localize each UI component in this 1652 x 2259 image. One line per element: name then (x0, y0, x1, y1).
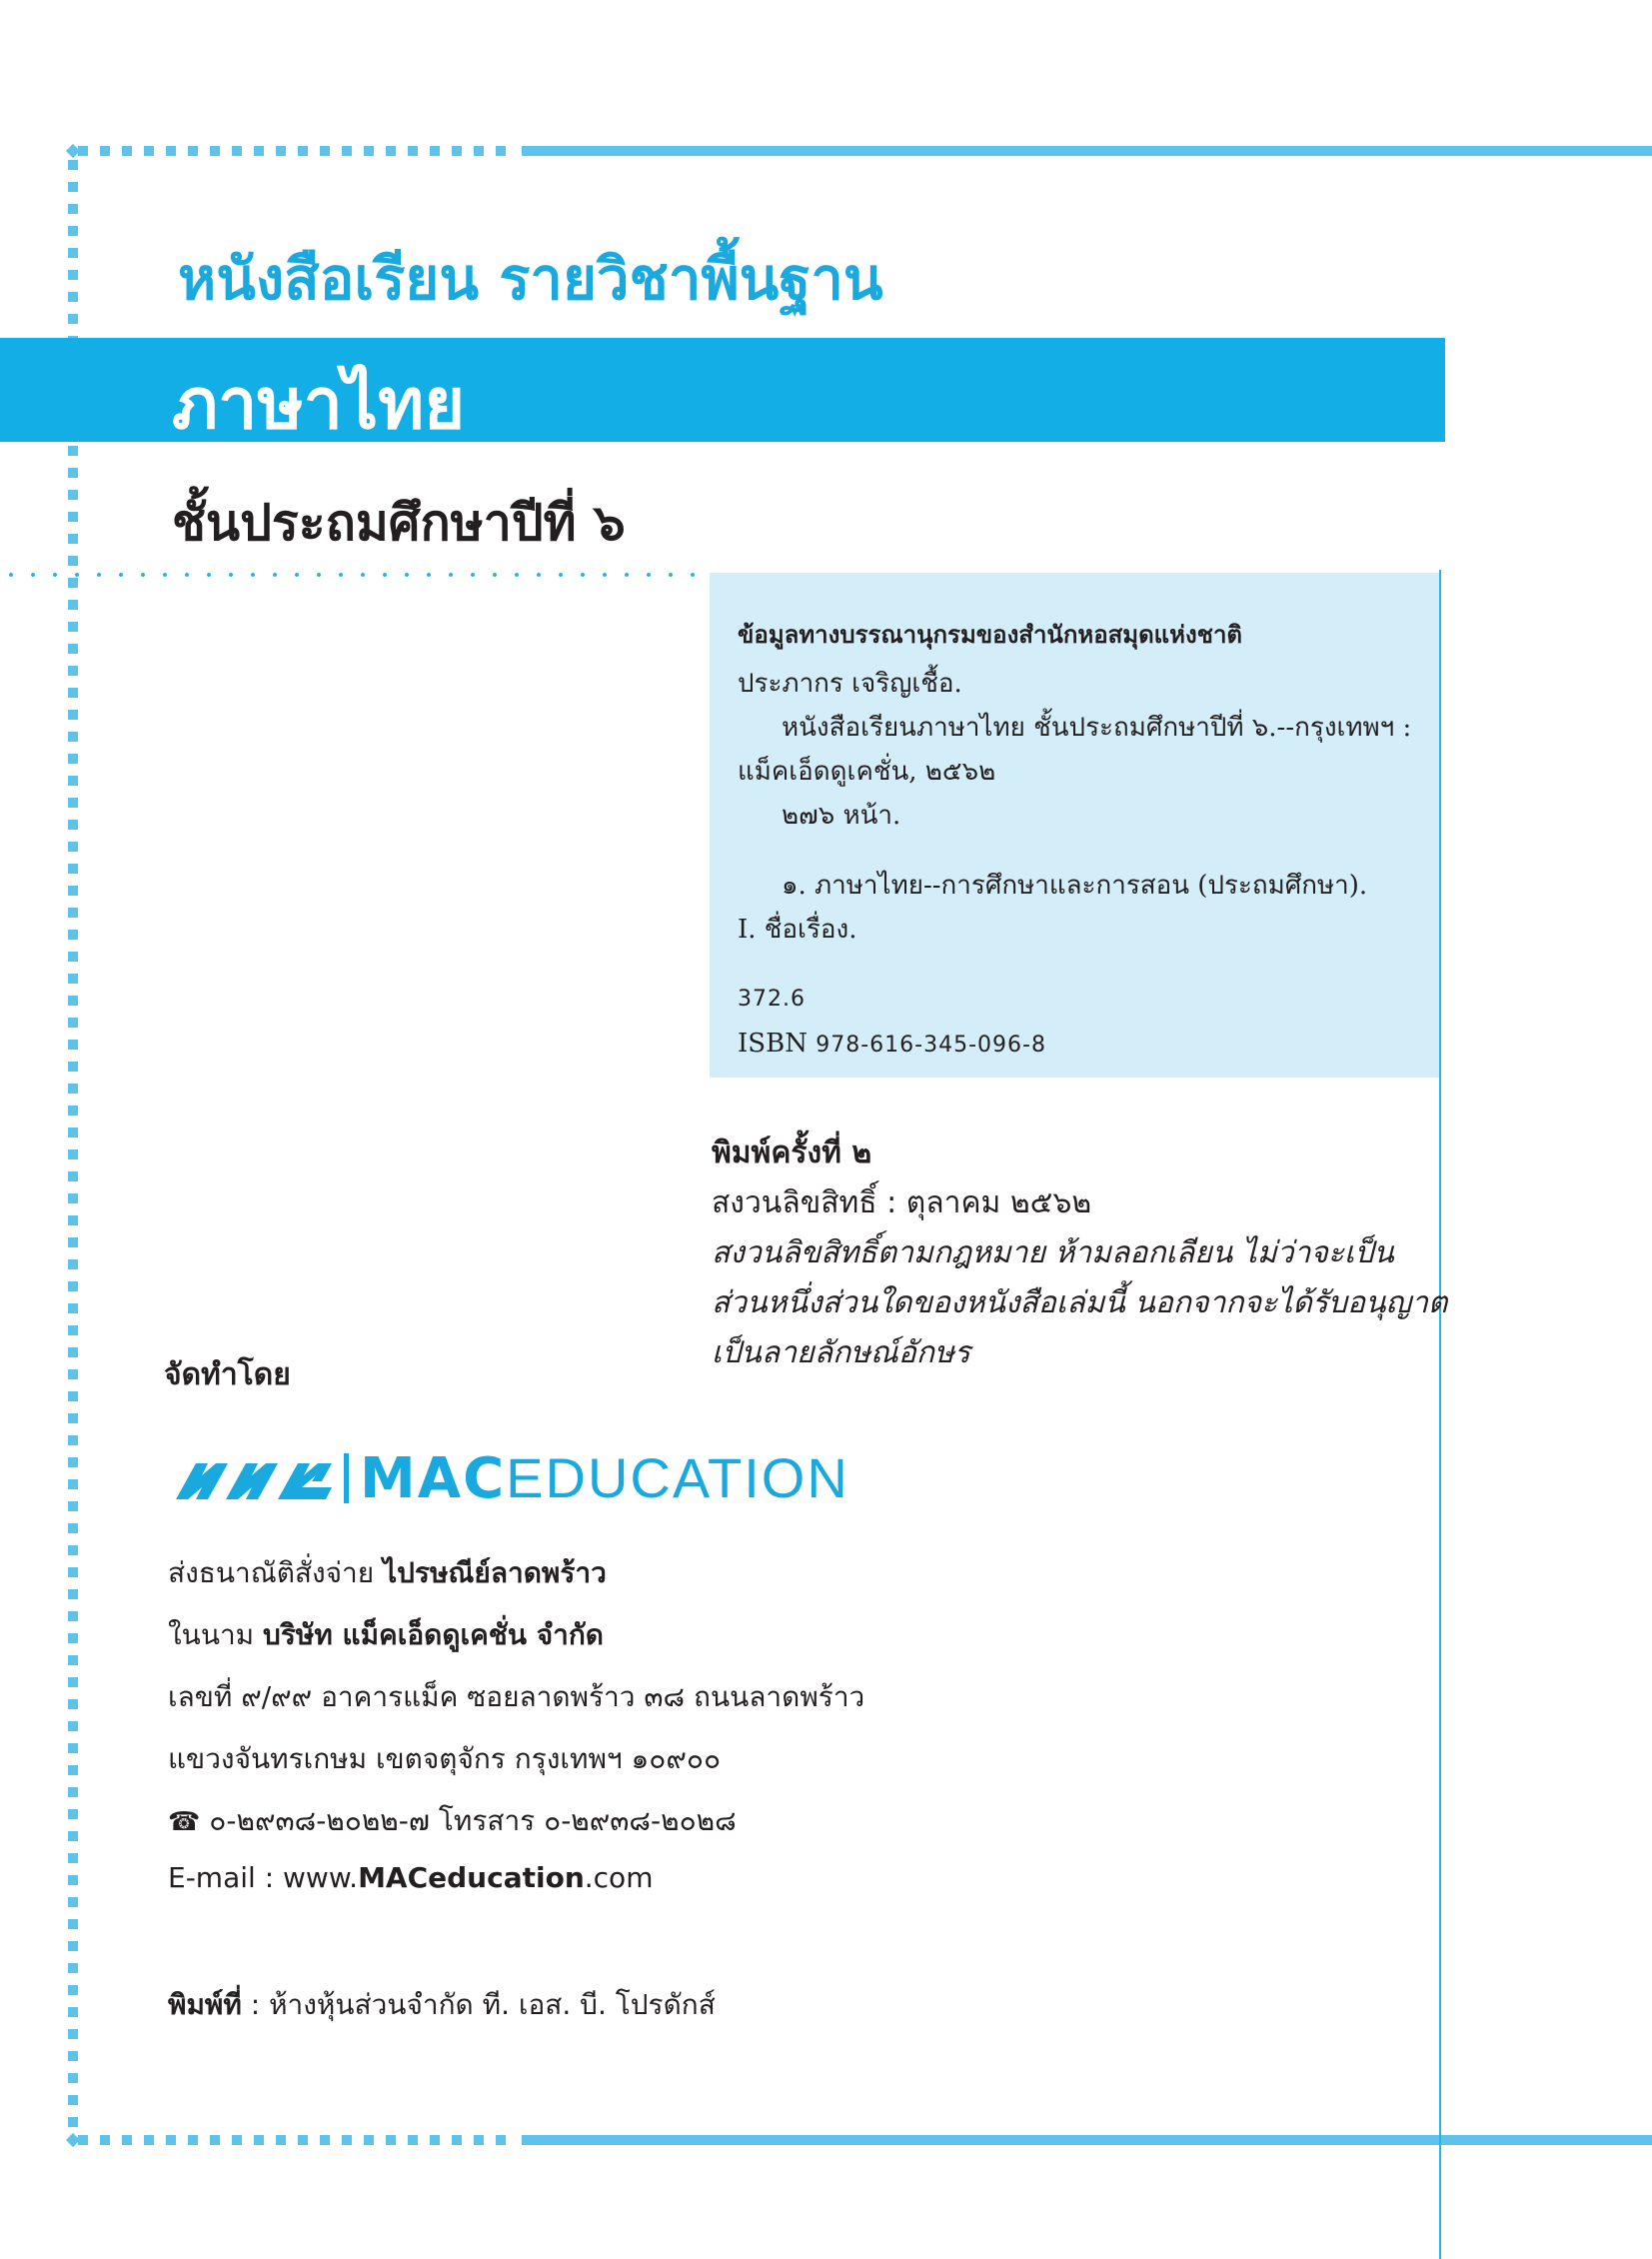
bottom-dashed-border (78, 2135, 518, 2145)
left-dashed-border (68, 160, 78, 2129)
cip-author: ประภากร เจริญเชื้อ. (738, 669, 962, 699)
payment-post-office: ไปรษณีย์ลาดพร้าว (383, 1556, 607, 1589)
address-line-1: เลขที่ ๙/๙๙ อาคารแม็ค ซอยลาดพร้าว ๓๘ ถนนลาดพร้าว (168, 1680, 865, 1713)
printing-number (712, 1130, 1447, 1179)
cip-subject-entry: ๑. ภาษาไทย--การศึกษาและการสอน (ประถมศึกษา). (782, 871, 1368, 901)
logo-word-bold: MAC (360, 1446, 507, 1511)
printer-label: พิมพ์ที่ (168, 1988, 242, 2021)
phone-numbers: ๐-๒๙๓๘-๒๐๒๒-๗ โทรสาร ๐-๒๙๓๘-๒๐๒๘ (209, 1804, 737, 1837)
logo-wordmark (360, 1445, 849, 1511)
telephone-icon: ☎ (168, 1807, 201, 1837)
phone-line (168, 1799, 737, 1843)
cip-pages: ๒๗๖ หน้า. (782, 801, 901, 831)
mac-logo-mark (172, 1449, 342, 1509)
printer-name: : ห้างหุ้นส่วนจำกัด ที. เอส. บี. โปรดักส์ (241, 1988, 716, 2021)
right-vertical-rule (1439, 570, 1441, 2259)
cip-publisher-line: แม็คเอ็ดดูเคชั่น, ๒๕๖๒ (738, 757, 996, 787)
logo-word-light: EDUCATION (506, 1446, 849, 1509)
address-line-2: แขวงจันทรเกษม เขตจตุจักร กรุงเทพฯ ๑๐๙๐๐ (168, 1742, 722, 1775)
grade-level: ชั้นประถมศึกษาปีที่ ๖ (172, 494, 626, 552)
email-prefix: E-mail : www. (168, 1861, 359, 1894)
payee-prefix: ในนาม (168, 1618, 264, 1651)
top-solid-border (522, 146, 1652, 156)
payment-line (168, 1551, 607, 1595)
copyright-notice-1: สงวนลิขสิทธิ์ตามกฎหมาย ห้ามลอกเลียน ไม่ว่าจะเป็น (712, 1235, 1394, 1270)
logo-divider (344, 1453, 349, 1503)
cip-title-entry: I. ชื่อเรื่อง. (738, 915, 857, 945)
email-suffix: .com (584, 1861, 654, 1894)
bottom-solid-border (522, 2135, 1652, 2145)
printing-label: พิมพ์ครั้งที่ ๒ (712, 1135, 872, 1170)
copyright-date: สงวนลิขสิทธิ์ : ตุลาคม ๒๕๖๒ (712, 1185, 1092, 1220)
made-by-label: จัดทำโดย (164, 1357, 291, 1392)
edition-block (712, 1130, 1447, 1379)
payee-line (168, 1613, 604, 1657)
printer-line (168, 1983, 716, 2027)
isbn-label: ISBN (738, 1029, 808, 1059)
top-dashed-border (78, 146, 518, 156)
mac-education-logo (172, 1439, 891, 1519)
payee-company: บริษัท แม็คเอ็ดดูเคชั่น จำกัด (263, 1618, 604, 1651)
cip-isbn-row (738, 1029, 1046, 1059)
cip-title-line: หนังสือเรียนภาษาไทย ชั้นประถมศึกษาปีที่ ๖.--กรุงเทพฯ : (782, 713, 1412, 743)
email-line (168, 1861, 653, 1894)
cip-classification: 372.6 (738, 987, 806, 1012)
book-title: ภาษาไทย (172, 363, 466, 445)
copyright-notice-2: ส่วนหนึ่งส่วนใดของหนังสือเล่มนี้ นอกจากจะได้รับอนุญาต (712, 1285, 1448, 1320)
subject-line: หนังสือเรียน รายวิชาพื้นฐาน (178, 245, 883, 313)
cip-heading: ข้อมูลทางบรรณานุกรมของสำนักหอสมุดแห่งชาติ (738, 621, 1243, 649)
isbn-number: 978-616-345-096-8 (816, 1033, 1046, 1058)
copyright-notice-3: เป็นลายลักษณ์อักษร (712, 1335, 970, 1370)
payment-prefix: ส่งธนาณัติสั่งจ่าย (168, 1556, 384, 1589)
email-domain-bold: MACeducation (358, 1861, 585, 1894)
cataloging-info-box (710, 573, 1439, 1078)
